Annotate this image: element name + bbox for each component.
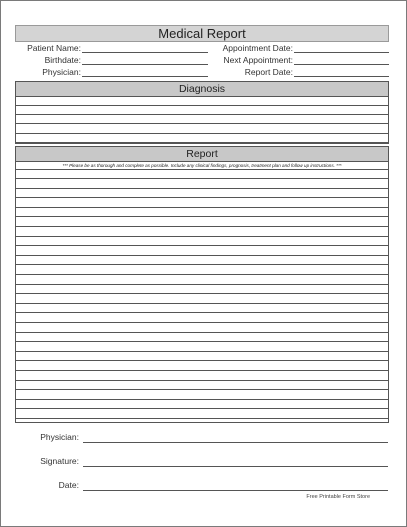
writing-line[interactable] bbox=[16, 188, 388, 189]
patient-name-row bbox=[1, 43, 81, 54]
form-title: Medical Report bbox=[15, 25, 389, 42]
patient-name-field[interactable] bbox=[82, 52, 208, 53]
appointment-date-field[interactable] bbox=[294, 52, 389, 53]
diagnosis-title: Diagnosis bbox=[16, 82, 388, 97]
writing-line[interactable] bbox=[16, 133, 388, 134]
diagnosis-section bbox=[15, 81, 389, 144]
signature-label: Signature: bbox=[40, 456, 79, 466]
patient-name-label: Patient Name: bbox=[27, 43, 81, 53]
report-date-row bbox=[201, 67, 293, 78]
writing-line[interactable] bbox=[16, 360, 388, 361]
next-appointment-row bbox=[201, 55, 293, 66]
date-label: Date: bbox=[58, 480, 79, 490]
writing-line[interactable] bbox=[16, 105, 388, 106]
writing-line[interactable] bbox=[16, 293, 388, 294]
writing-line[interactable] bbox=[16, 178, 388, 179]
writing-line[interactable] bbox=[16, 322, 388, 323]
writing-line[interactable] bbox=[16, 303, 388, 304]
writing-line[interactable] bbox=[16, 274, 388, 275]
writing-line[interactable] bbox=[16, 226, 388, 227]
date-field[interactable] bbox=[83, 490, 388, 491]
report-date-label: Report Date: bbox=[244, 67, 293, 77]
writing-line[interactable] bbox=[16, 399, 388, 400]
next-appointment-label: Next Appointment: bbox=[223, 55, 293, 65]
writing-line[interactable] bbox=[16, 312, 388, 313]
appointment-date-row bbox=[201, 43, 293, 54]
writing-line[interactable] bbox=[16, 380, 388, 381]
report-title: Report bbox=[16, 147, 388, 162]
writing-line[interactable] bbox=[16, 408, 388, 409]
writing-line[interactable] bbox=[16, 123, 388, 124]
birthdate-label: Birthdate: bbox=[44, 55, 81, 65]
report-date-field[interactable] bbox=[294, 76, 389, 77]
report-section bbox=[15, 146, 389, 423]
physician-field[interactable] bbox=[82, 76, 208, 77]
report-lines[interactable] bbox=[16, 170, 388, 422]
next-appointment-field[interactable] bbox=[294, 64, 389, 65]
writing-line[interactable] bbox=[16, 264, 388, 265]
signature-field[interactable] bbox=[83, 466, 388, 467]
writing-line[interactable] bbox=[16, 236, 388, 237]
writing-line[interactable] bbox=[16, 370, 388, 371]
report-instructions: *** Please be as thorough and complete as possible. Include any clinical findings, prognosis, treatment plan and follow up instructions. *** bbox=[16, 162, 388, 170]
writing-line[interactable] bbox=[16, 341, 388, 342]
writing-line[interactable] bbox=[16, 142, 388, 143]
writing-line[interactable] bbox=[16, 418, 388, 419]
writing-line[interactable] bbox=[16, 389, 388, 390]
birthdate-field[interactable] bbox=[82, 64, 208, 65]
writing-line[interactable] bbox=[16, 207, 388, 208]
physician-row bbox=[1, 67, 81, 78]
writing-line[interactable] bbox=[16, 216, 388, 217]
writing-line[interactable] bbox=[16, 284, 388, 285]
diagnosis-lines[interactable] bbox=[16, 97, 388, 143]
appointment-date-label: Appointment Date: bbox=[222, 43, 293, 53]
writing-line[interactable] bbox=[16, 197, 388, 198]
sign-physician-field[interactable] bbox=[83, 442, 388, 443]
writing-line[interactable] bbox=[16, 332, 388, 333]
writing-line[interactable] bbox=[16, 255, 388, 256]
writing-line[interactable] bbox=[16, 351, 388, 352]
birthdate-row bbox=[1, 55, 81, 66]
writing-line[interactable] bbox=[16, 114, 388, 115]
physician-label: Physician: bbox=[42, 67, 81, 77]
sign-physician-label: Physician: bbox=[40, 432, 79, 442]
footer-credit: Free Printable Form Store bbox=[306, 494, 370, 500]
writing-line[interactable] bbox=[16, 245, 388, 246]
